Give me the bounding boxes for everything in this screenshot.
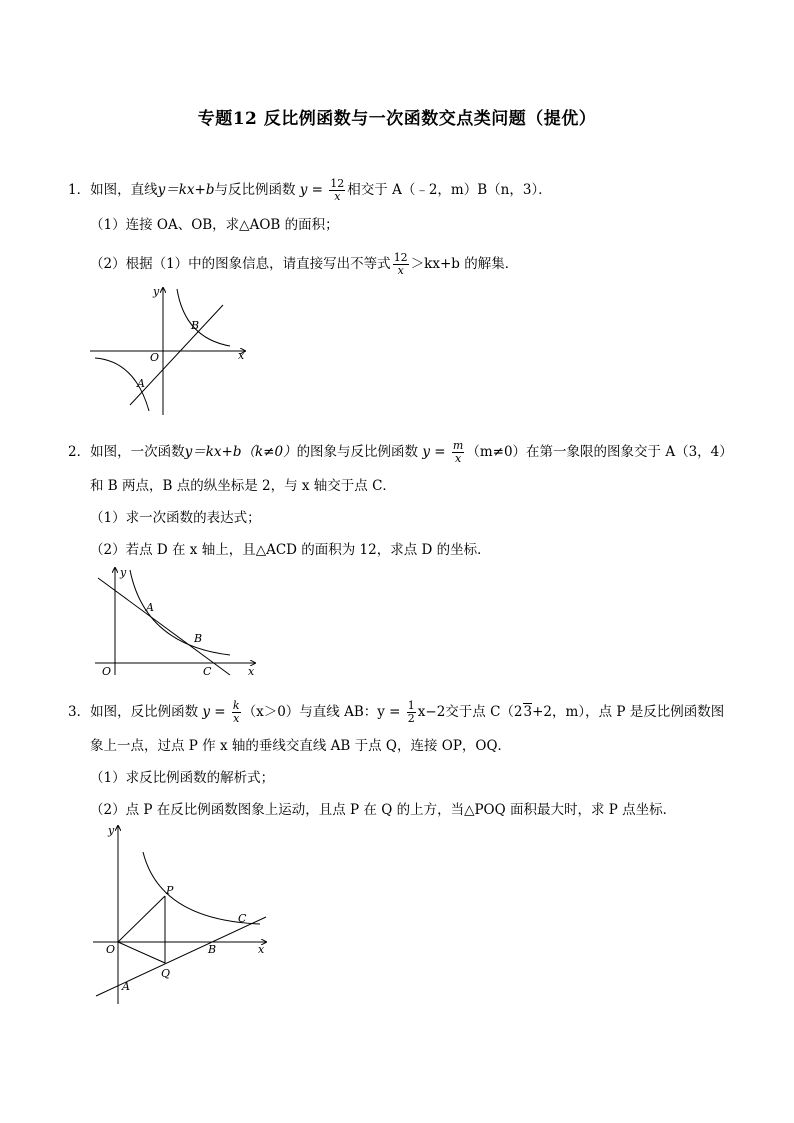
q2-sub2: （2）若点 D 在 x 轴上，且△ACD 的面积为 12，求点 D 的坐标． (90, 542, 491, 558)
q2-label-b: B (194, 632, 203, 645)
q3-label-y: y (108, 824, 115, 837)
q1-number: 1． (68, 182, 91, 198)
q3-segment-op (118, 896, 165, 942)
q1-label-y: y (153, 285, 160, 298)
q3-sub2: （2）点 P 在反比例函数图象上运动，且点 P 在 Q 的上方，当△POQ 面积最大时，求 P 点坐标． (90, 802, 677, 818)
q2-number: 2． (68, 444, 91, 460)
q2-label-o: O (102, 665, 112, 678)
q3-label-x: x (258, 943, 265, 956)
q2-line (98, 578, 230, 675)
q1-stem: 1．如图，直线y＝kx+b与反比例函数 y = $\frac{12}{x}$ 相交于 A（﹣2，m）B（n，3）． (68, 177, 552, 203)
q2-stem-line2: 和 B 两点，B 点的纵坐标是 2，与 x 轴交于点 C． (90, 478, 396, 494)
page-title: 专题12 反比例函数与一次函数交点类问题（提优） (197, 109, 597, 129)
q2-label-a: A (146, 601, 154, 614)
q3-label-p: P (166, 884, 174, 897)
q1-label-o: O (150, 351, 160, 364)
q2-stem: 2．如图，一次函数y＝kx+b（k≠0）的图象与反比例函数 y = $\frac{m}{x}$ （m≠0）在第一象限的图象交于 A（3，4） (68, 439, 733, 465)
q3-sub1: （1）求反比例函数的解析式； (90, 770, 275, 786)
q3-stem: 3．如图，反比例函数 y = $\frac{k}{x}$ （x＞0）与直线 AB：y = $\frac{1}{2}$ x−2交于点 C（23+2，m），点 P 是反比例函数图 (68, 699, 725, 725)
q3-label-c: C (238, 912, 247, 925)
q3-stem-line2: 象上一点，过点 P 作 x 轴的垂线交直线 AB 于点 Q，连接 OP，OQ． (90, 738, 512, 754)
q1-hyperbola-q1 (177, 289, 230, 346)
q1-label-b: B (191, 319, 200, 332)
q2-label-x: x (248, 665, 255, 678)
q2-sub1: （1）求一次函数的表达式； (90, 510, 261, 526)
q2-figure (90, 565, 265, 680)
q3-label-b: B (208, 943, 217, 956)
q3-figure (88, 822, 273, 1007)
q3-label-a: A (122, 980, 130, 993)
q1-line (130, 305, 223, 405)
q3-segment-oq (118, 942, 165, 963)
q2-label-y: y (120, 566, 127, 579)
q1-figure (85, 283, 255, 418)
q3-number: 3． (68, 704, 91, 720)
q1-sub1: （1）连接 OA、OB，求△AOB 的面积； (90, 217, 339, 233)
q1-label-x: x (238, 349, 245, 362)
q1-fraction: $\frac{12}{x}$ (330, 177, 345, 203)
q3-label-q: Q (161, 967, 171, 980)
q1-sub2: （2）根据（1）中的图象信息，请直接写出不等式 $\frac{12}{x}$ ＞kx+b 的解集． (90, 251, 519, 277)
q3-label-o: O (106, 943, 116, 956)
q1-label-a: A (137, 377, 145, 390)
q2-label-c: C (203, 665, 212, 678)
